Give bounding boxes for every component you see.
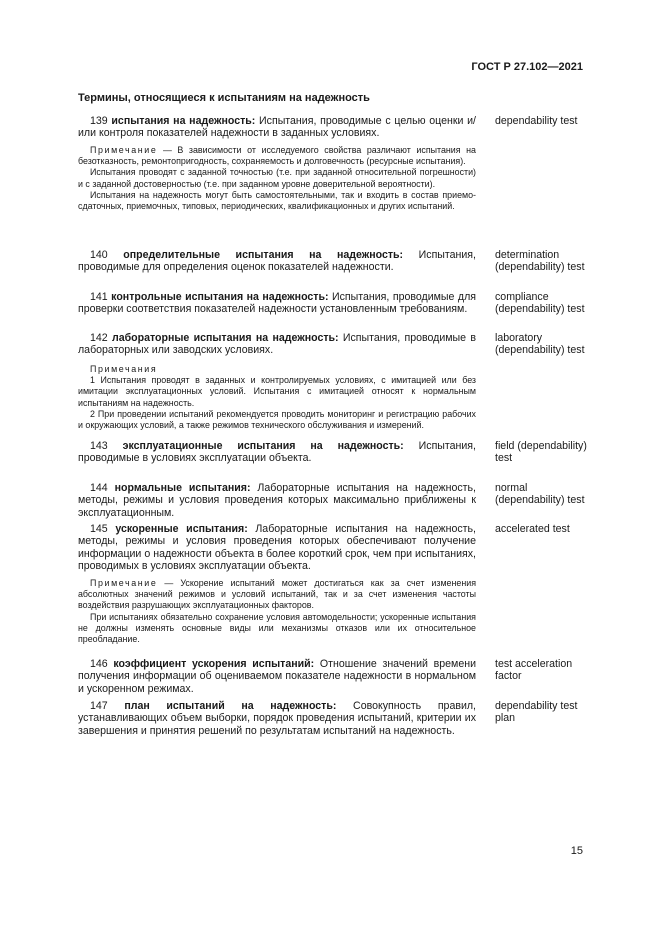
term-number: 144	[90, 482, 108, 494]
term-definition	[78, 249, 476, 274]
term-entry-145	[78, 523, 636, 573]
english-equivalent: accelerated test	[495, 523, 570, 535]
term-number: 141	[90, 291, 108, 303]
term-number: 143	[90, 440, 108, 452]
term-entry-143	[78, 440, 636, 465]
term-entry-144	[78, 482, 636, 519]
term-name: нормальные испытания:	[114, 482, 251, 494]
note-paragraph: При испытаниях обязательно сохранение условия автомодельности; ускоренные испытания не должны изменять основные виды или механизмы отказов или их относительное преобладание.	[78, 611, 476, 645]
term-definition	[78, 291, 476, 316]
term-definition	[78, 523, 476, 573]
page-number: 15	[570, 845, 583, 857]
note-142	[78, 364, 476, 431]
term-text: Лабораторные испытания на надежность, методы, режимы и условия проведения которых максимально приближены к эксплуатационным.	[78, 482, 476, 519]
note-139	[78, 145, 476, 212]
english-equivalent: laboratory (dependability) test	[495, 332, 585, 357]
term-text: Испытания, проводимые для определения оценок показателей надежности.	[78, 249, 476, 274]
term-name: лабораторные испытания на надежность:	[111, 332, 339, 344]
english-equivalent: normal (dependability) test	[495, 482, 585, 507]
term-name: определительные испытания на надежность:	[123, 249, 404, 261]
term-definition	[78, 332, 476, 357]
term-entry-146	[78, 658, 636, 695]
term-definition	[78, 115, 476, 140]
term-number: 147	[90, 700, 108, 712]
term-text: Испытания, проводимые в лабораторных или заводских условиях.	[78, 332, 476, 357]
section-title: Термины, относящиеся к испытаниям на надежность	[78, 92, 370, 104]
term-text: Испытания, проводимые с целью оценки и/или контроля показателей надежности в заданных условиях.	[78, 115, 476, 140]
term-definition	[78, 700, 476, 737]
term-entry-139	[78, 115, 636, 140]
term-name: ускоренные испытания:	[115, 523, 248, 535]
term-number: 142	[90, 332, 108, 344]
term-text: Отношение значений времени получения информации об оцениваемом показателе надежности в нормальном и ускоренном режимах.	[78, 658, 476, 695]
term-text: Лабораторные испытания на надежность, методы, режимы и условия проведения которых обеспечивают получение информации о надежности объекта в более короткий срок, чем при испытаниях, проводимых в условиях эксплуатации объекта.	[78, 523, 476, 573]
note-label: Примечания	[90, 364, 158, 374]
note-paragraph: Испытания проводят с заданной точностью (т.е. при заданной относительной погрешности) и с заданной достоверностью (т.е. при заданном уровне доверительной вероятности).	[78, 167, 476, 189]
note-145	[78, 578, 476, 645]
term-definition	[78, 658, 476, 695]
term-definition	[78, 482, 476, 519]
term-name: план испытаний на надежность:	[124, 700, 337, 712]
note-paragraph: 2 При проведении испытаний рекомендуется проводить мониторинг и регистрацию рабочих и окружающих условий, а также режимов технического обслуживания и измерений.	[78, 408, 476, 431]
term-text: Испытания, проводимые в условиях эксплуатации объекта.	[78, 440, 476, 465]
term-number: 139	[90, 115, 108, 127]
english-equivalent: field (dependability) test	[495, 440, 587, 465]
term-number: 145	[90, 523, 108, 535]
term-name: контрольные испытания на надежность:	[111, 291, 329, 303]
term-name: коэффициент ускорения испытаний:	[113, 658, 315, 670]
term-number: 146	[90, 658, 108, 670]
english-equivalent: determination (dependability) test	[495, 249, 585, 274]
term-entry-140	[78, 249, 636, 274]
note-text: — В зависимости от исследуемого свойства различают испытания на безотказность, ремонтопригодность, сохраняемость и долговечность (ресурсные испытания).	[78, 145, 476, 167]
english-equivalent: compliance (dependability) test	[495, 291, 585, 316]
english-equivalent: test acceleration factor	[495, 658, 573, 683]
note-paragraph: 1 Испытания проводят в заданных и контролируемых условиях, с имитацией или без имитации эксплуатационных условий. Испытания с имитацией относят к нормальным испытаниям на надежность.	[78, 375, 476, 408]
term-entry-141	[78, 291, 636, 316]
term-number: 140	[90, 249, 108, 261]
note-text: — Ускорение испытаний может достигаться как за счет изменения абсолютных значений режимов и условий испытаний, так и за счет изменения частоты воздействия разрушающих эксплуатационных факторов.	[78, 578, 476, 611]
english-equivalent: dependability test plan	[495, 700, 578, 725]
term-name: эксплуатационные испытания на надежность:	[122, 440, 404, 452]
term-name: испытания на надежность:	[111, 115, 256, 127]
note-paragraph: Испытания на надежность могут быть самостоятельными, так и входить в состав приемо-сдаточных, приемочных, типовых, периодических, квалификационных и других испытаний.	[78, 189, 476, 212]
standard-code: ГОСТ Р 27.102—2021	[471, 61, 583, 73]
note-label: Примечание	[90, 578, 158, 588]
term-definition	[78, 440, 476, 465]
english-equivalent: dependability test	[495, 115, 578, 127]
term-entry-147	[78, 700, 636, 737]
term-entry-142	[78, 332, 636, 357]
note-label: Примечание	[90, 145, 158, 155]
term-text: Испытания, проводимые для проверки соответствия показателей надежности установленным требованиям.	[78, 291, 476, 316]
term-text: Совокупность правил, устанавливающих объем выборки, порядок проведения испытаний, критерии их завершения и принятия решений по результатам испытаний на надежность.	[78, 700, 477, 737]
